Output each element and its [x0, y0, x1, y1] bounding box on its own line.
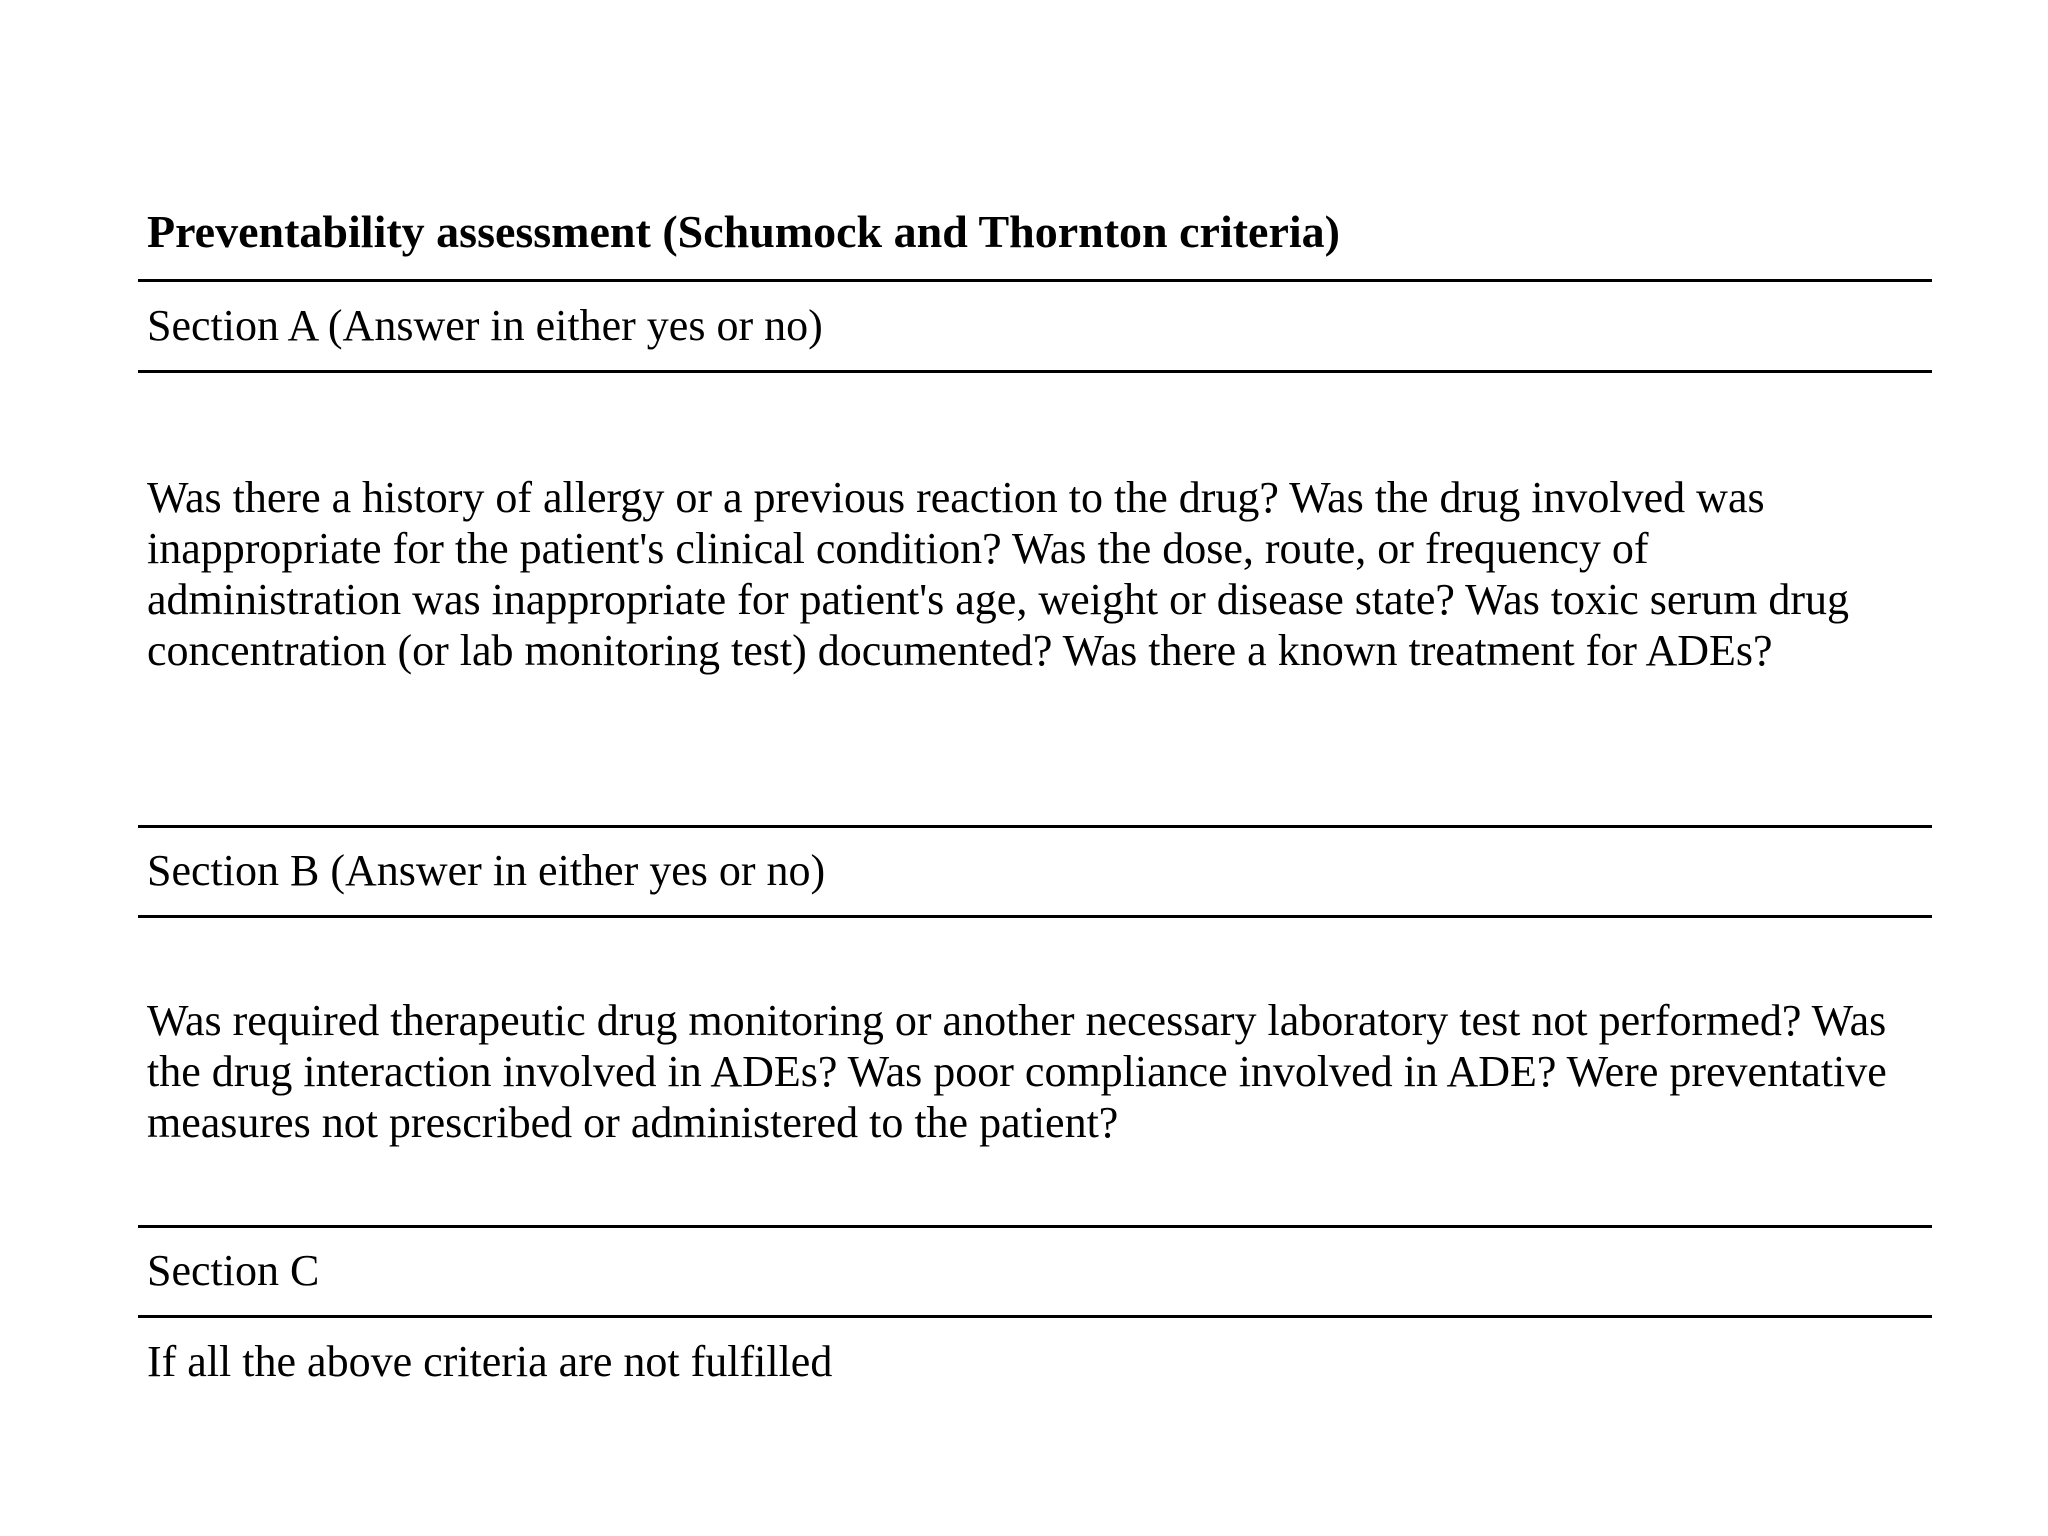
table-title: Preventability assessment (Schumock and Thornton criteria)	[147, 206, 1340, 257]
section-b-heading-rule	[138, 915, 1932, 918]
table-top-rule	[138, 279, 1932, 282]
section-a-bottom-rule	[138, 825, 1932, 828]
section-b-bottom-rule	[138, 1225, 1932, 1228]
section-a-body: Was there a history of allergy or a previous reaction to the drug? Was the drug involved was inappropriate for the patient's clinical condition? Was the dose, route, or frequency of administration was inappropriate for patient's age, weight or disease state? Was toxic serum drug concentration (or lab monitoring test) documented? Was there a known treatment for ADEs?	[147, 473, 1849, 675]
section-b-body: Was required therapeutic drug monitoring or another necessary laboratory test not performed? Was the drug interaction involved in ADEs? Was poor compliance involved in ADE? Were preventative measures not prescribed or administered to the patient?	[147, 996, 1887, 1147]
section-c-heading-rule	[138, 1315, 1932, 1318]
section-a-heading-rule	[138, 370, 1932, 373]
section-c-body: If all the above criteria are not fulfilled	[147, 1337, 833, 1386]
section-a-heading: Section A (Answer in either yes or no)	[147, 301, 823, 350]
section-b-heading: Section B (Answer in either yes or no)	[147, 846, 826, 895]
section-c-heading: Section C	[147, 1246, 320, 1295]
